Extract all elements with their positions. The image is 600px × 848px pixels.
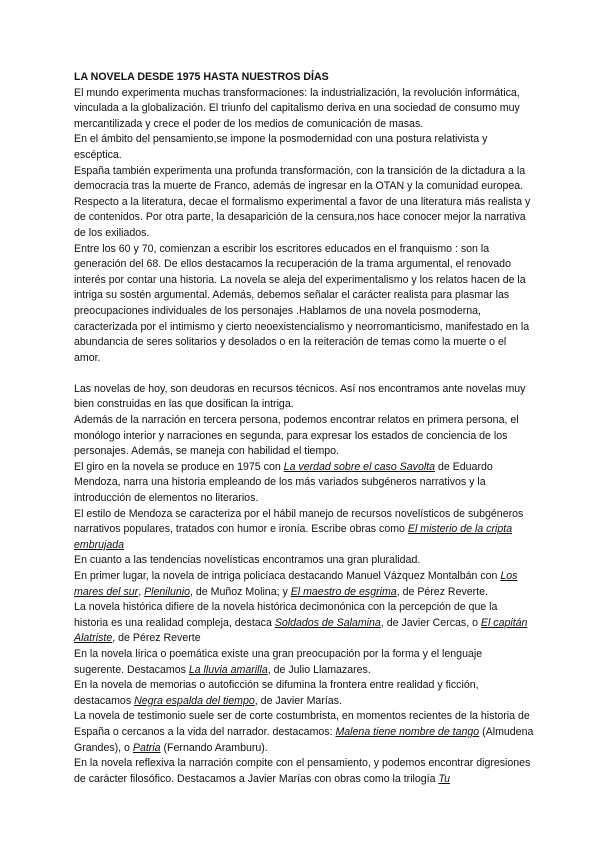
paragraph: Además de la narración en tercera persona, podemos encontrar relatos en primera persona, el monólogo interior y narraciones en segunda, para expresar los estados de conciencia de los personajes. Además, se maneja con habilidad el tiempo. [74,414,519,458]
book-title: La lluvia amarilla [188,663,268,676]
paragraph: El mundo experimenta muchas transformaciones: la industrialización, la revolución informática, vinculada a la globalización. El triunfo del capitalismo deriva en una sociedad de consumo muy mercantilizada y crece el poder de los medios de comunicación de masas. [74,86,520,130]
book-title: Patria [132,741,161,754]
book-title: Negra espalda del tiempo [134,694,255,707]
paragraph: España también experimenta una profunda transformación, con la transición de la dictadura a la democracia tras la muerte de Franco, además de ingresar en la OTAN y la comunidad europea. [74,164,526,193]
book-title: Soldados de Salamina [274,616,381,629]
paragraph: El estilo de Mendoza se caracteriza por el hábil manejo de recursos novelísticos de subgéneros narrativos populares, tratados con humor e ironía. Escribe obras como El misterio de la cripta embrujada [74,507,524,551]
paragraph: Entre los 60 y 70, comienzan a escribir los escritores educados en el franquismo : son la generación del 68. De ellos destacamos la recuperación de la trama argumental, el renovado interés por contar una historia. La novela se aleja del experimentalismo y los relatos hacen de la intriga su sostén argumental. Además, debemos señalar el carácter realista para plasmar las preocupaciones individuales de los personajes .Hablamos de una novela posmoderna, caracterizada por el intimismo y cierto neoexistencialismo y neorromanticismo, manifestado en la abundancia de seres solitarios y desolados o en la reiteración de temas como la muerte o el amor. [74,242,530,364]
document-title: LA NOVELA DESDE 1975 HASTA NUESTROS DÍAS [74,71,329,83]
paragraph: La novela histórica difiere de la novela histórica decimonónica con la percepción de que la historia es una realidad compleja, destaca Soldados de Salamina, de Javier Cercas, o El capitán Alatriste, de Pérez Reverte [74,601,528,645]
paragraph: Las novelas de hoy, son deudoras en recursos técnicos. Así nos encontramos ante novelas muy bien construidas en las que dosifican la intriga. [74,382,526,411]
book-title: Malena tiene nombre de tango [335,725,480,738]
paragraph: La novela de testimonio suele ser de corte costumbrista, en momentos recientes de la historia de España o cercanos a la vida del narrador. destacamos: Malena tiene nombre de tango (Almudena Grandes), o Patria (Fernando Aramburu). [74,710,534,754]
book-title: Plenilunio [144,585,191,598]
paragraph: En la novela lírica o poemática existe una gran preocupación por la forma y el lenguaje sugerente. Destacamos La lluvia amarilla, de Julio Llamazares. [74,647,483,676]
paragraph: En la novela de memorias o autoficción se difumina la frontera entre realidad y ficción, destacamos Negra espalda del tiempo, de Javier Marías. [74,679,479,707]
paragraph: En la novela reflexiva la narración compite con el pensamiento, y podemos encontrar digresiones de carácter filosófico. Destacamos a Javier Marías con obras como la trilogía Tu [74,757,531,785]
book-title: Tu [438,772,451,785]
paragraph: El giro en la novela se produce en 1975 con La verdad sobre el caso Savolta de Eduardo Mendoza, narra una historia empleando de los más variados subgéneros narrativos y la introducción de elementos no literarios. [74,460,493,505]
book-title: El misterio de la cripta embrujada [74,523,513,551]
book-title: Los mares del sur [74,570,518,598]
paragraph-gap [74,366,534,382]
book-title: El capitán Alatriste [74,616,528,645]
book-title: El maestro de esgrima [290,585,397,598]
document-page [74,70,534,787]
paragraph: En el ámbito del pensamiento,se impone la posmodernidad con una postura relativista y escéptica. [74,133,488,161]
paragraph: Respecto a la literatura, decae el formalismo experimental a favor de una literatura más realista y de contenidos. Por otra parte, la desaparición de la censura,nos hace conocer mejor la narrativa de los exiliados. [74,195,531,239]
paragraph: En cuanto a las tendencias novelísticas encontramos una gran pluralidad. [74,554,421,567]
book-title: La verdad sobre el caso Savolta [283,460,436,473]
paragraph: En primer lugar, la novela de intriga policíaca destacando Manuel Vázquez Montalbán con Los mares del sur, Plenilunio, de Muñoz Molina; y El maestro de esgrima, de Pérez Reverte. [74,570,518,598]
